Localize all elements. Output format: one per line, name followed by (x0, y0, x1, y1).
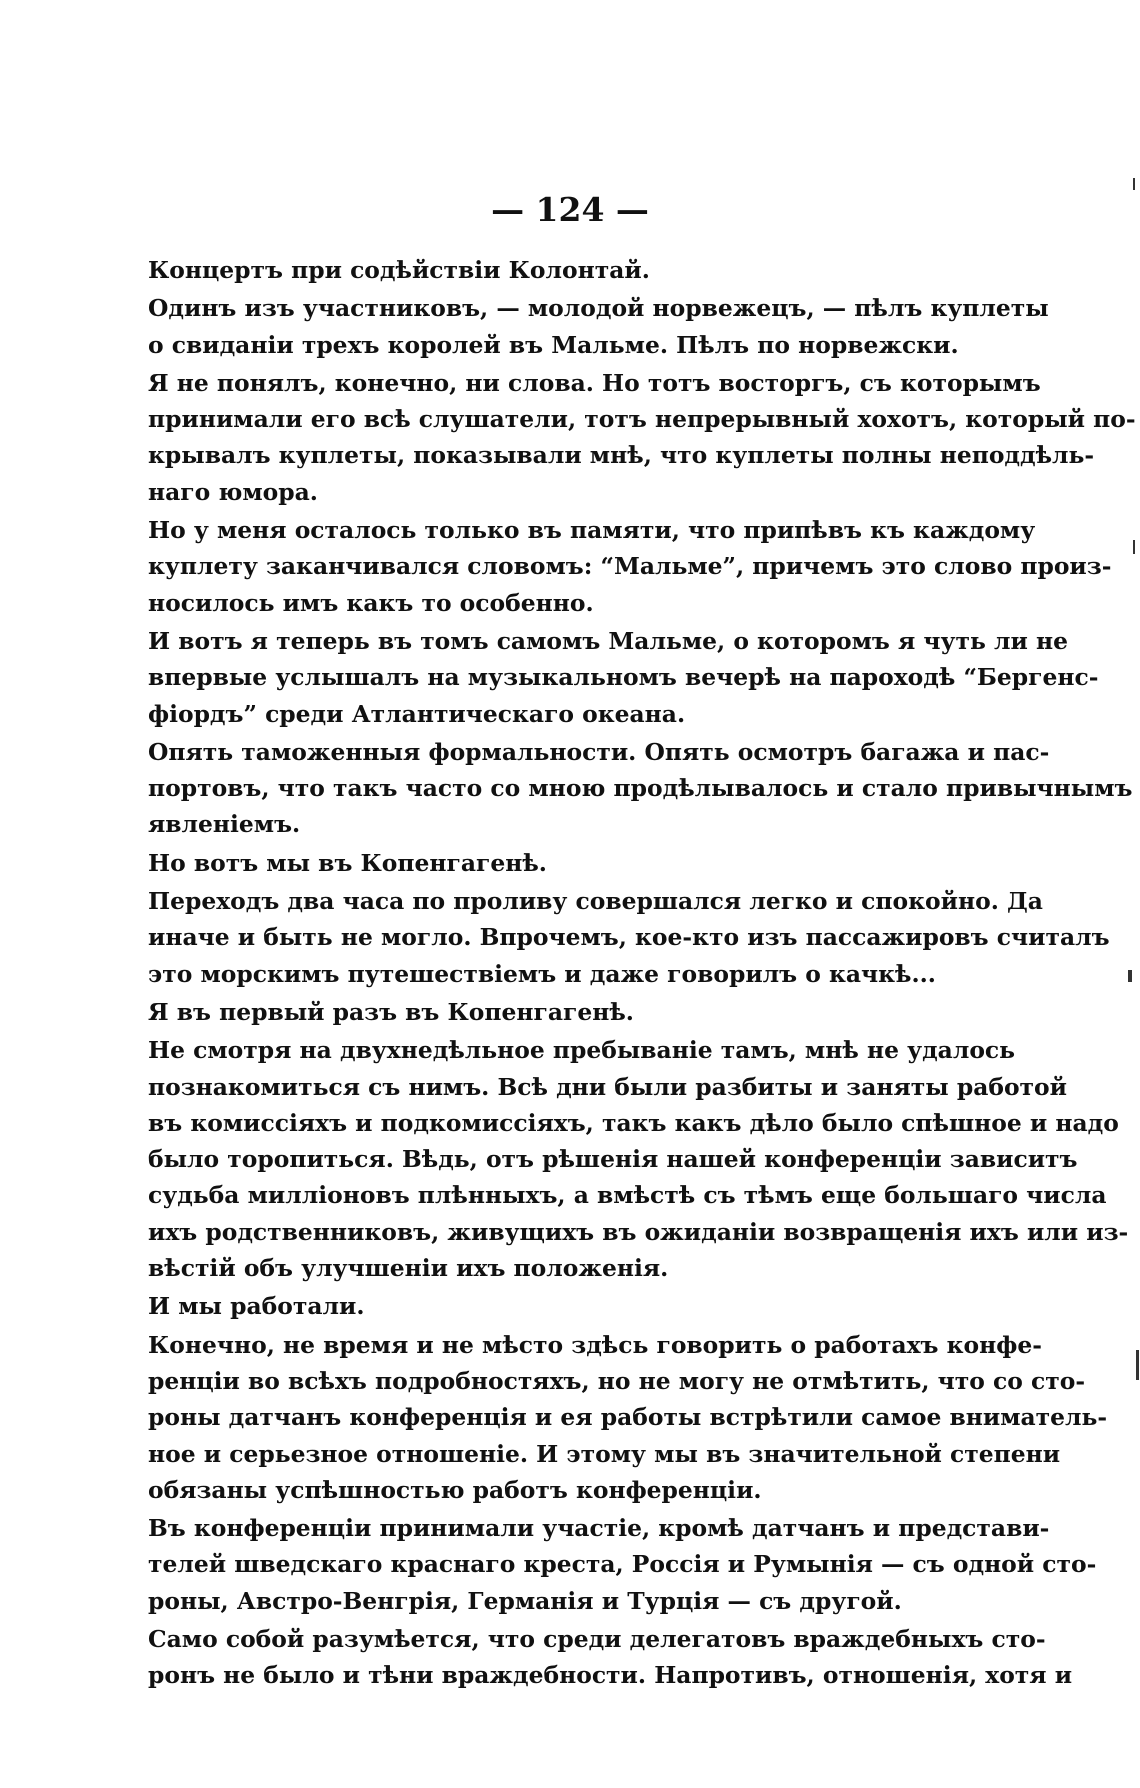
text-line: вѣстій объ улучшеніи ихъ положенія. (148, 1254, 669, 1283)
text-line: крывалъ куплеты, показывали мнѣ, что куплеты полны неподдѣль- (148, 441, 1095, 470)
text-line: въ комиссіяхъ и подкомиссіяхъ, такъ какъ дѣло было спѣшное и надо (148, 1108, 1119, 1137)
text-line: Одинъ изъ участниковъ, — молодой норвежецъ, — пѣлъ куплеты (148, 294, 1049, 323)
paragraph (148, 1032, 1129, 1286)
text-line: впервые услышалъ на музыкальномъ вечерѣ на пароходѣ “Бергенс- (148, 663, 1099, 692)
body-text (148, 252, 1136, 1696)
text-line: роны, Австро-Венгрія, Германія и Турція — съ другой. (148, 1586, 902, 1615)
text-line: наго юмора. (148, 477, 318, 506)
text-line: Не смотря на двухнедѣльное пребываніе тамъ, мнѣ не удалось (148, 1036, 1016, 1065)
paragraph (148, 623, 1099, 732)
text-line: Опять таможенныя формальности. Опять осмотръ багажа и пас- (148, 737, 1050, 766)
text-line: Въ конференціи принимали участіе, кромѣ датчанъ и представи- (148, 1514, 1050, 1543)
scan-mark (1133, 178, 1135, 190)
paragraph (148, 994, 984, 1030)
text-line: Я въ первый разъ въ Копенгагенѣ. (148, 997, 634, 1026)
text-line: И мы работали. (148, 1292, 365, 1321)
text-line: носилось имъ какъ то особенно. (148, 588, 594, 617)
paragraph (148, 845, 984, 881)
paragraph (148, 1621, 1073, 1694)
paragraph (148, 252, 984, 288)
paragraph (148, 365, 1136, 510)
text-line: о свиданіи трехъ королей въ Мальме. Пѣлъ по норвежски. (148, 330, 959, 359)
text-line: фіордъ” среди Атлантическаго океана. (148, 699, 686, 728)
text-line: обязаны успѣшностью работъ конференціи. (148, 1475, 762, 1504)
paragraph (148, 734, 1133, 843)
text-line: познакомиться съ нимъ. Всѣ дни были разбиты и заняты работой (148, 1072, 1067, 1101)
text-line: Я не понялъ, конечно, ни слова. Но тотъ восторгъ, съ которымъ (148, 368, 1041, 397)
paragraph (148, 290, 1049, 363)
text-line: Но у меня осталось только въ памяти, что припѣвъ къ каждому (148, 516, 1036, 545)
text-line: иначе и быть не могло. Впрочемъ, кое-кто изъ пассажировъ считалъ (148, 923, 1110, 952)
page-number: — 124 — (491, 190, 649, 229)
text-line: Само собой разумѣется, что среди делегатовъ враждебныхъ сто- (148, 1624, 1046, 1653)
scan-mark (1128, 970, 1132, 982)
paragraph (148, 1288, 984, 1324)
text-line: телей шведскаго краснаго креста, Россія и Румынія — съ одной сто- (148, 1550, 1097, 1579)
text-line: ихъ родственниковъ, живущихъ въ ожиданіи возвращенія ихъ или из- (148, 1217, 1129, 1246)
text-line: явленіемъ. (148, 810, 301, 839)
text-line: Концертъ при содѣйствіи Колонтай. (148, 256, 650, 284)
scan-mark (1133, 540, 1135, 554)
text-line: роны датчанъ конференція и ея работы встрѣтили самое вниматель- (148, 1403, 1108, 1432)
text-line: судьба милліоновъ плѣнныхъ, а вмѣстѣ съ тѣмъ еще большаго числа (148, 1181, 1107, 1210)
text-line: принимали его всѣ слушатели, тотъ непрерывный хохотъ, который по- (148, 405, 1136, 434)
text-line: куплету заканчивался словомъ: “Мальме”, причемъ это слово произ- (148, 552, 1112, 581)
text-line: Но вотъ мы въ Копенгагенѣ. (148, 848, 547, 877)
text-line: ное и серьезное отношеніе. И этому мы въ значительной степени (148, 1439, 1061, 1468)
text-line: И вотъ я теперь въ томъ самомъ Мальме, о которомъ я чуть ли не (148, 626, 1069, 655)
paragraph (148, 512, 1112, 621)
text-line: было торопиться. Вѣдь, отъ рѣшенія нашей конференціи зависитъ (148, 1145, 1078, 1174)
paragraph (148, 883, 1110, 992)
text-line: это морскимъ путешествіемъ и даже говорилъ о качкѣ... (148, 959, 936, 988)
paragraph (148, 1510, 1097, 1619)
text-line: Конечно, не время и не мѣсто здѣсь говорить о работахъ конфе- (148, 1330, 1042, 1359)
text-line: портовъ, что такъ часто со мною продѣлывалось и стало привычнымъ (148, 774, 1133, 803)
scan-mark (1136, 1350, 1139, 1380)
paragraph (148, 1327, 1108, 1508)
text-line: Переходъ два часа по проливу совершался легко и спокойно. Да (148, 887, 1043, 916)
text-line: ренціи во всѣхъ подробностяхъ, но не могу не отмѣтить, что со сто- (148, 1366, 1086, 1395)
text-line: ронъ не было и тѣни враждебности. Напротивъ, отношенія, хотя и (148, 1661, 1073, 1690)
